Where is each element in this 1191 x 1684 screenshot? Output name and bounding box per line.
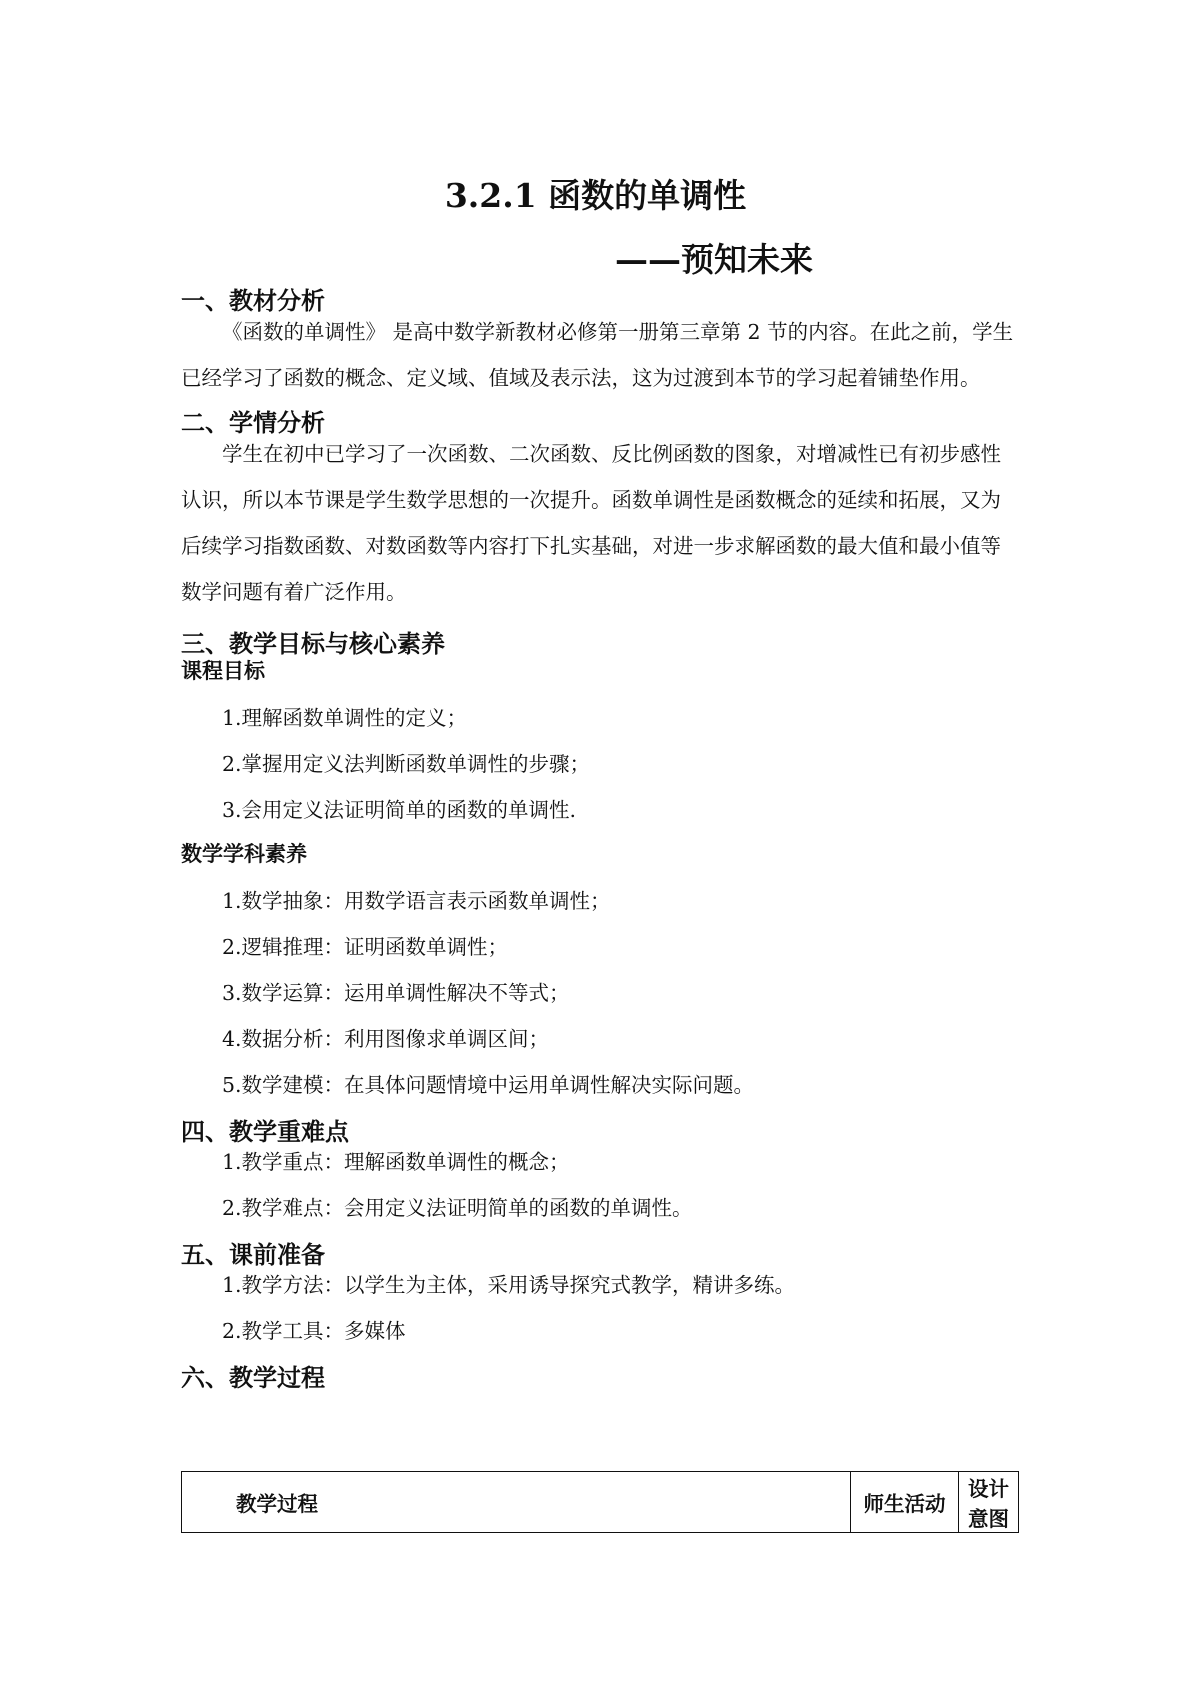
section-heading-student-analysis: 二、学情分析 (181, 408, 325, 437)
document-title: 3.2.1 函数的单调性 (444, 176, 747, 215)
table-header-cell: 教学过程 (182, 1472, 851, 1533)
literacy-item: 3.数学运算：运用单调性解决不等式； (222, 981, 570, 1005)
section-heading-teaching-process: 六、教学过程 (181, 1363, 325, 1392)
course-goal-item: 2.掌握用定义法判断函数单调性的步骤； (222, 752, 591, 776)
section-heading-key-points: 四、教学重难点 (181, 1117, 349, 1146)
table-header-cell: 设计意图 (959, 1472, 1019, 1533)
document-subtitle: ——预知未来 (615, 240, 813, 279)
literacy-item: 2.逻辑推理：证明函数单调性； (222, 935, 509, 959)
course-goal-item: 3.会用定义法证明简单的函数的单调性. (222, 798, 577, 822)
preparation-item: 1.教学方法：以学生为主体，采用诱导探究式教学，精讲多练。 (222, 1273, 796, 1297)
subheading-math-literacy: 数学学科素养 (181, 841, 307, 866)
table-header-row (182, 1472, 1019, 1533)
section-heading-textbook-analysis: 一、教材分析 (181, 286, 325, 315)
course-goal-item: 1.理解函数单调性的定义； (222, 706, 468, 730)
literacy-item: 1.数学抽象：用数学语言表示函数单调性； (222, 889, 611, 913)
key-point-item: 1.教学重点：理解函数单调性的概念； (222, 1150, 570, 1174)
literacy-item: 4.数据分析：利用图像求单调区间； (222, 1027, 550, 1051)
section-paragraph-student-analysis: 学生在初中已学习了一次函数、二次函数、反比例函数的图象，对增减性已有初步感性认识，所以本节课是学生数学思想的一次提升。函数单调性是函数概念的延续和拓展，又为后续学习指数函数、对数函数等内容打下扎实基础，对进一步求解函数的最大值和最小值等数学问题有着广泛作用。 (181, 442, 1001, 604)
literacy-item: 5.数学建模：在具体问题情境中运用单调性解决实际问题。 (222, 1073, 755, 1097)
key-point-item: 2.教学难点：会用定义法证明简单的函数的单调性。 (222, 1196, 693, 1220)
section-heading-preparation: 五、课前准备 (181, 1240, 325, 1269)
table-header-cell: 师生活动 (851, 1472, 959, 1533)
preparation-item: 2.教学工具：多媒体 (222, 1319, 406, 1343)
section-heading-teaching-goals: 三、教学目标与核心素养 (181, 629, 445, 658)
subheading-course-goals: 课程目标 (181, 658, 265, 683)
teaching-process-table (181, 1471, 1019, 1533)
section-paragraph-textbook-analysis: 《函数的单调性》 是高中数学新教材必修第一册第三章第 2 节的内容。在此之前，学生已经学习了函数的概念、定义域、值域及表示法，这为过渡到本节的学习起着铺垫作用。 (181, 320, 1014, 390)
